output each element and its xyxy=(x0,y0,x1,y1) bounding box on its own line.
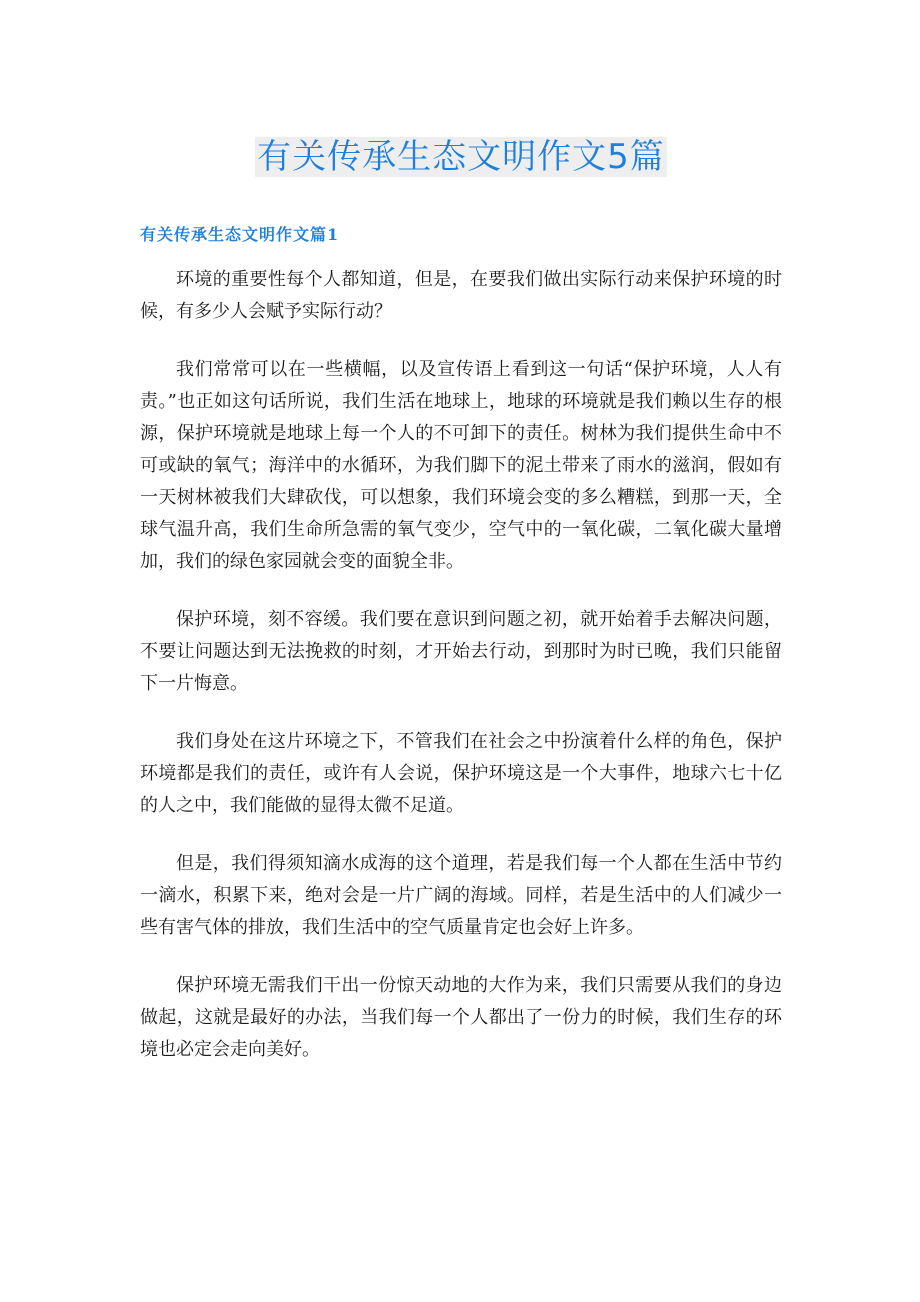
paragraph-1: 环境的重要性每个人都知道，但是，在要我们做出实际行动来保护环境的时候，有多少人会赋予实际行动？ xyxy=(140,269,782,322)
paragraph-4: 我们身处在这片环境之下，不管我们在社会之中扮演着什么样的角色，保护环境都是我们的责任，或许有人会说，保护环境这是一个大事件，地球六七十亿的人之中，我们能做的显得太微不足道。 xyxy=(140,731,782,816)
document-title-text: 有关传承生态文明作文5篇 xyxy=(257,137,665,177)
paragraph-6: 保护环境无需我们干出一份惊天动地的大作为来，我们只需要从我们的身边做起，这就是最好的办法，当我们每一个人都出了一份力的时候，我们生存的环境也必定会走向美好。 xyxy=(140,975,782,1060)
paragraph-3: 保护环境，刻不容缓。我们要在意识到问题之初，就开始着手去解决问题，不要让问题达到无法挽救的时刻，才开始去行动，到那时为时已晚，我们只能留下一片悔意。 xyxy=(140,609,782,694)
paragraph-5: 但是，我们得须知滴水成海的这个道理，若是我们每一个人都在生活中节约一滴水，积累下来，绝对会是一片广阔的海域。同样，若是生活中的人们减少一些有害气体的排放，我们生活中的空气质量肯定也会好上许多。 xyxy=(140,853,782,938)
document-title xyxy=(140,134,782,180)
paragraph-2: 我们常常可以在一些横幅，以及宣传语上看到这一句话“保护环境，人人有责。”也正如这句话所说，我们生活在地球上，地球的环境就是我们赖以生存的根源，保护环境就是地球上每一个人的不可卸下的责任。树林为我们提供生命中不可或缺的氧气；海洋中的水循环，为我们脚下的泥土带来了雨水的滋润，假如有一天树林被我们大肆砍伐，可以想象，我们环境会变的多么糟糕，到那一天，全球气温升高，我们生命所急需的氧气变少，空气中的一氧化碳，二氧化碳大量增加，我们的绿色家园就会变的面貌全非。 xyxy=(140,359,782,572)
section-heading: 有关传承生态文明作文篇1 xyxy=(140,225,340,244)
